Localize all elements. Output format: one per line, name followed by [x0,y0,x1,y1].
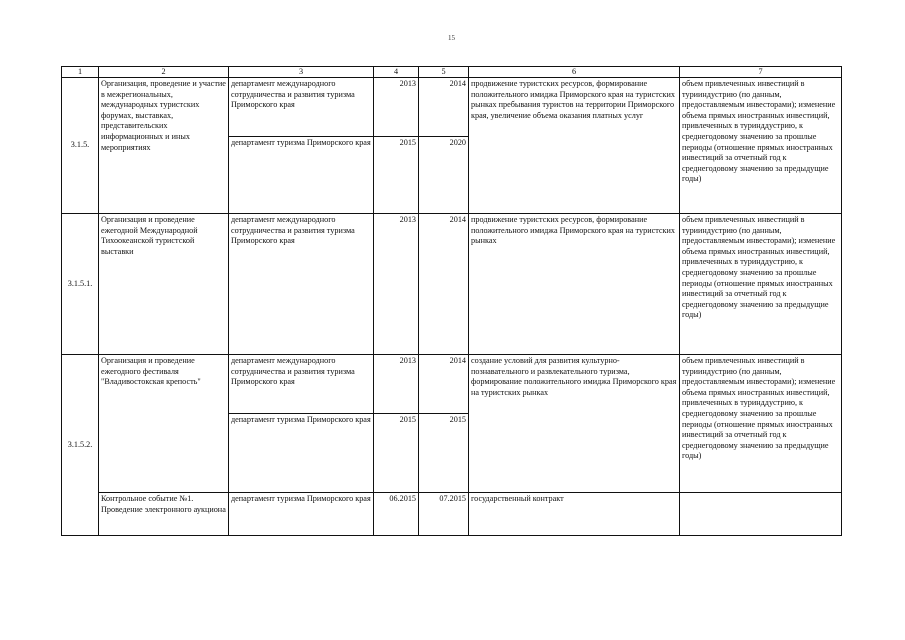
header-col-5: 5 [419,67,469,78]
event-name: Организация, проведение и участие в межрегиональных, международных туристских форумах, выставках, представительских информационных и иных мероприятиях [99,78,229,214]
start-year: 2013 [374,214,419,355]
table-row [62,355,842,414]
expected-result: продвижение туристских ресурсов, формирование положительного имиджа Приморского края на туристских рынках пребывания туристов на территории Приморского края, увеличение объема оказания платных услуг [469,78,680,214]
executor: департамент туризма Приморского края [229,493,374,536]
row-number: 3.1.5. [62,78,99,214]
header-col-1: 1 [62,67,99,78]
page-number: 15 [448,34,455,42]
end-year: 2014 [419,78,469,137]
indicator: объем привлеченных инвестиций в турииндустрию (по данным, предоставляемым инвесторами); изменение объема прямых иностранных инвестиций, привлеченных в туринддустрию, к среднегодовому значению за прошлые периоды (отношение прямых иностранных инвестиций за отчетный год к среднегодовому значению за предыдущие годы) [680,355,842,493]
executor: департамент международного сотрудничества и развития туризма Приморского края [229,214,374,355]
start-year: 2013 [374,355,419,414]
event-name: Организация и проведение ежегодного фестиваля "Владивостокская крепость" [99,355,229,493]
end-year: 2020 [419,137,469,214]
end-year: 2015 [419,414,469,493]
executor: департамент международного сотрудничества и развития туризма Приморского края [229,355,374,414]
header-col-3: 3 [229,67,374,78]
table-row [62,78,842,137]
header-col-4: 4 [374,67,419,78]
executor: департамент международного сотрудничества и развития туризма Приморского края [229,78,374,137]
end-year: 2014 [419,355,469,414]
indicator [680,493,842,536]
end-year: 2014 [419,214,469,355]
header-col-6: 6 [469,67,680,78]
start-date: 06.2015 [374,493,419,536]
expected-result: продвижение туристских ресурсов, формирование положительного имиджа Приморского края на туристских рынках [469,214,680,355]
row-number: 3.1.5.2. [62,355,99,536]
indicator: объем привлеченных инвестиций в турииндустрию (по данным, предоставляемым инвесторами); изменение объема прямых иностранных инвестиций, привлеченных в туринддустрию, к среднегодовому значению за прошлые периоды (отношение прямых иностранных инвестиций за отчетный год к среднегодовому значению за предыдущие годы) [680,78,842,214]
start-year: 2015 [374,414,419,493]
row-number: 3.1.5.1. [62,214,99,355]
control-event-name: Контрольное событие №1. Проведение электронного аукциона [99,493,229,536]
indicator: объем привлеченных инвестиций в турииндустрию (по данным, предоставляемым инвесторами); изменение объема прямых иностранных инвестиций, привлеченных в туринддустрию, к среднегодовому значению за прошлые периоды (отношение прямых иностранных инвестиций за отчетный год к среднегодовому значению за предыдущие годы) [680,214,842,355]
expected-result: государственный контракт [469,493,680,536]
table-row [62,493,842,536]
event-name: Организация и проведение ежегодной Международной Тихоокеанской туристской выставки [99,214,229,355]
end-date: 07.2015 [419,493,469,536]
table-row [62,214,842,355]
start-year: 2015 [374,137,419,214]
header-col-7: 7 [680,67,842,78]
program-table [61,66,842,536]
expected-result: создание условий для развития культурно-познавательного и развлекательного туризма, формирование положительного имиджа Приморского края на туристских рынках [469,355,680,493]
start-year: 2013 [374,78,419,137]
header-col-2: 2 [99,67,229,78]
header-row [62,67,842,78]
executor: департамент туризма Приморского края [229,414,374,493]
executor: департамент туризма Приморского края [229,137,374,214]
